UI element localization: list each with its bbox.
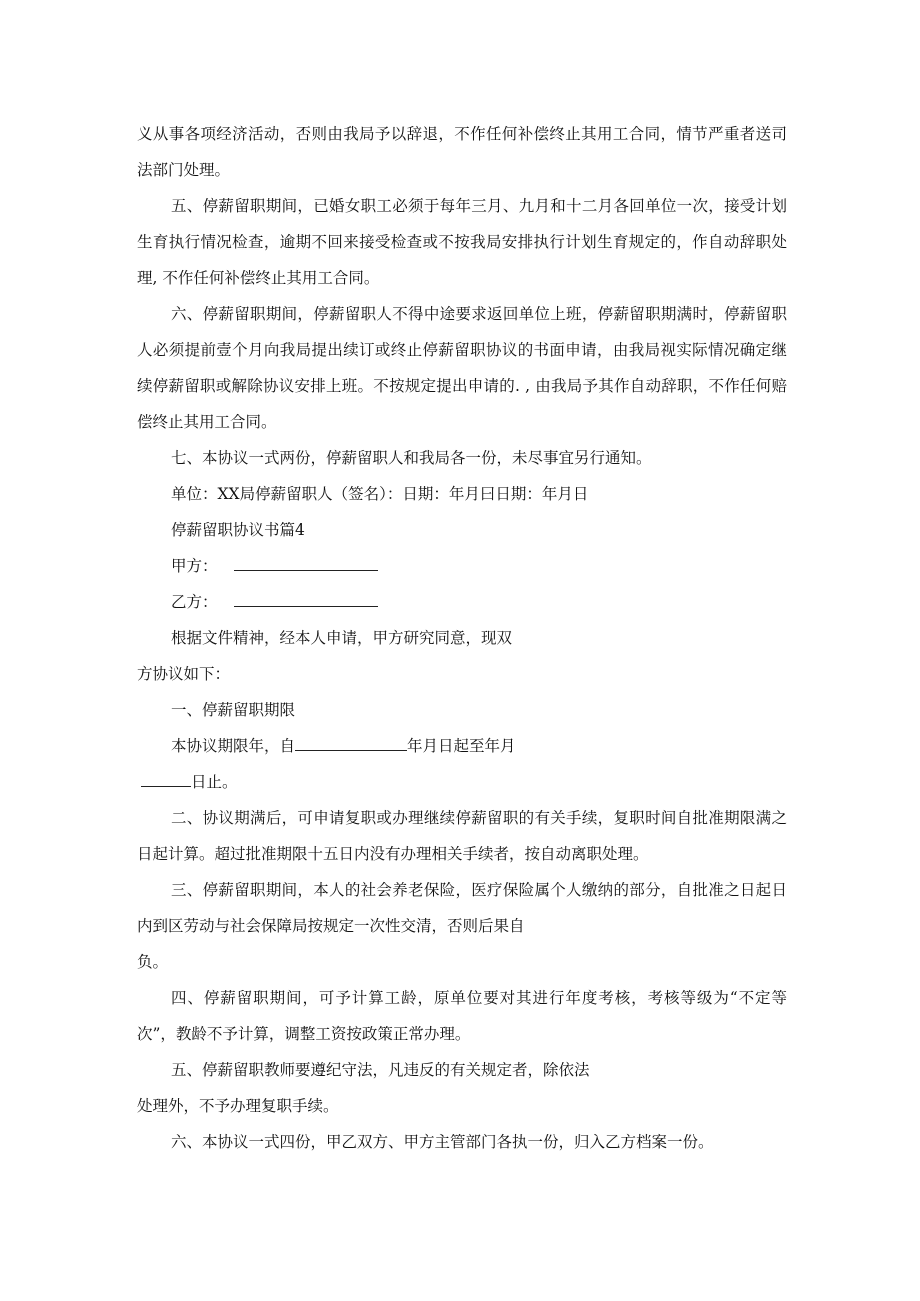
party-a-row <box>171 548 821 584</box>
section-two: 二、协议期满后，可申请复职或办理继续停薪留职的有关手续，复职时间自批准期限满之日起计算。超过批准期限十五日内没有办理相关手续者，按自动离职处理。 <box>137 809 787 863</box>
section-three-tail: 负。 <box>137 953 169 971</box>
party-b-blank <box>234 588 378 607</box>
term-end-row <box>141 764 791 800</box>
party-b-row <box>171 584 821 620</box>
section-one-title: 一、停薪留职期限 <box>171 701 296 719</box>
clause-five: 五、停薪留职期间，已婚女职工必须于每年三月、九月和十二月各回单位一次，接受计划生育执行情况检查，逾期不回来接受检查或不按我局安排执行计划生育规定的，作自动辞职处理, 不作任何补偿终止其用工合同。 <box>137 197 787 287</box>
term-text-b: 年月日起至年月 <box>407 737 516 755</box>
section-five-line-1: 五、停薪留职教师要遵纪守法，凡违反的有关规定者，除依法 <box>171 1061 590 1079</box>
party-a-blank <box>234 552 378 571</box>
intro-line-1: 根据文件精神，经本人申请，甲方研究同意，现双 <box>171 629 513 647</box>
section-heading: 停薪留职协议书篇4 <box>171 521 305 539</box>
term-text-a: 本协议期限年，自 <box>171 737 296 755</box>
section-five-line-2: 处理外，不予办理复职手续。 <box>137 1097 339 1115</box>
section-four: 四、停薪留职期间，可予计算工龄，原单位要对其进行年度考核，考核等级为“不定等次”，教龄不予计算，调整工资按政策正常办理。 <box>137 989 787 1043</box>
party-b-label: 乙方： <box>171 593 218 611</box>
term-row <box>171 728 821 764</box>
clause-seven: 七、本协议一式两份，停薪留职人和我局各一份，未尽事宜另行通知。 <box>171 449 652 467</box>
section-six: 六、本协议一式四份，甲乙双方、甲方主管部门各执一份，归入乙方档案一份。 <box>171 1133 714 1151</box>
signature-line: 单位：XX局停薪留职人（签名）：日期：年月曰日期：年月日 <box>171 485 589 503</box>
paragraph-continuation: 义从事各项经济活动，否则由我局予以辞退，不作任何补偿终止其用工合同，情节严重者送司法部门处理。 <box>137 125 787 179</box>
clause-six: 六、停薪留职期间，停薪留职人不得中途要求返回单位上班，停薪留职期满时，停薪留职人必须提前壹个月向我局提出续订或终止停薪留职协议的书面申请，由我局视实际情况确定继续停薪留职或解除协议安排上班。不按规定提出申请的. , 由我局予其作自动辞职，不作任何赔偿终止其用工合同。 <box>137 305 787 431</box>
intro-line-2: 方协议如下： <box>137 665 231 683</box>
term-start-blank <box>295 732 407 751</box>
term-text-c: 日止。 <box>191 773 238 791</box>
party-a-label: 甲方： <box>171 557 218 575</box>
section-three: 三、停薪留职期间，本人的社会养老保险，医疗保险属个人缴纳的部分，自批准之日起日内到区劳动与社会保障局按规定一次性交清，否则后果自 <box>137 881 787 935</box>
term-end-blank <box>141 768 191 787</box>
